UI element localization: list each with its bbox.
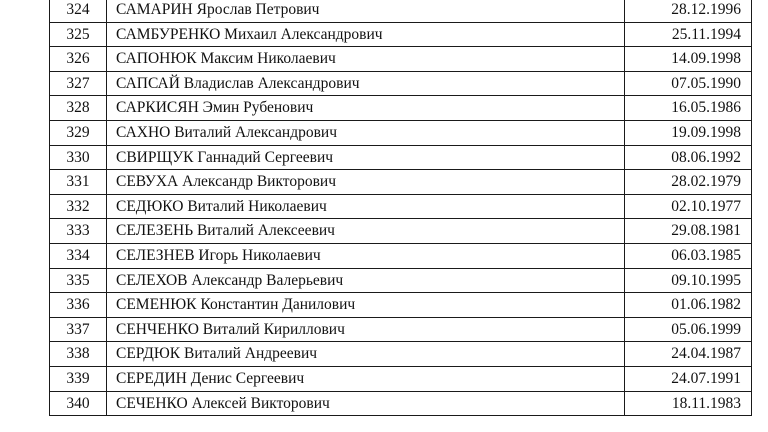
birth-date: 01.06.1982: [625, 293, 752, 318]
birth-date: 09.10.1995: [625, 268, 752, 293]
row-number: 327: [50, 71, 107, 96]
birth-date: 24.04.1987: [625, 342, 752, 367]
row-number: 334: [50, 243, 107, 268]
table-row: [50, 96, 752, 121]
person-name: САПСАЙ Владислав Александрович: [107, 71, 625, 96]
table-row: [50, 0, 752, 22]
row-number: 325: [50, 22, 107, 47]
table-row: [50, 342, 752, 367]
table-row: [50, 22, 752, 47]
person-name: СЕЛЕЗНЕВ Игорь Николаевич: [107, 243, 625, 268]
birth-date: 02.10.1977: [625, 194, 752, 219]
birth-date: 06.03.1985: [625, 243, 752, 268]
person-name: СЕВУХА Александр Викторович: [107, 170, 625, 195]
person-name: СЕНЧЕНКО Виталий Кириллович: [107, 317, 625, 342]
persons-table: [49, 0, 752, 416]
row-number: 330: [50, 145, 107, 170]
row-number: 335: [50, 268, 107, 293]
birth-date: 19.09.1998: [625, 120, 752, 145]
birth-date: 28.02.1979: [625, 170, 752, 195]
table-row: [50, 145, 752, 170]
row-number: 333: [50, 219, 107, 244]
birth-date: 28.12.1996: [625, 0, 752, 22]
person-name: САРКИСЯН Эмин Рубенович: [107, 96, 625, 121]
persons-table-body: [50, 0, 752, 416]
person-name: СЕЧЕНКО Алексей Викторович: [107, 391, 625, 416]
birth-date: 25.11.1994: [625, 22, 752, 47]
row-number: 336: [50, 293, 107, 318]
birth-date: 07.05.1990: [625, 71, 752, 96]
birth-date: 05.06.1999: [625, 317, 752, 342]
birth-date: 16.05.1986: [625, 96, 752, 121]
birth-date: 08.06.1992: [625, 145, 752, 170]
person-name: СЕМЕНЮК Константин Данилович: [107, 293, 625, 318]
row-number: 329: [50, 120, 107, 145]
table-row: [50, 268, 752, 293]
table-row: [50, 170, 752, 195]
table-row: [50, 366, 752, 391]
person-name: САМБУРЕНКО Михаил Александрович: [107, 22, 625, 47]
person-name: СЕРДЮК Виталий Андреевич: [107, 342, 625, 367]
person-name: СЕЛЕЗЕНЬ Виталий Алексеевич: [107, 219, 625, 244]
table-row: [50, 194, 752, 219]
row-number: 337: [50, 317, 107, 342]
table-row: [50, 317, 752, 342]
birth-date: 14.09.1998: [625, 47, 752, 72]
table-row: [50, 47, 752, 72]
row-number: 339: [50, 366, 107, 391]
table-row: [50, 120, 752, 145]
birth-date: 24.07.1991: [625, 366, 752, 391]
table-row: [50, 391, 752, 416]
person-name: САПОНЮК Максим Николаевич: [107, 47, 625, 72]
row-number: 340: [50, 391, 107, 416]
row-number: 331: [50, 170, 107, 195]
row-number: 324: [50, 0, 107, 22]
birth-date: 18.11.1983: [625, 391, 752, 416]
person-name: СЕДЮКО Виталий Николаевич: [107, 194, 625, 219]
birth-date: 29.08.1981: [625, 219, 752, 244]
person-name: СЕРЕДИН Денис Сергеевич: [107, 366, 625, 391]
person-name: СЕЛЕХОВ Александр Валерьевич: [107, 268, 625, 293]
table-row: [50, 71, 752, 96]
row-number: 338: [50, 342, 107, 367]
person-name: СВИРЩУК Ганнадий Сергеевич: [107, 145, 625, 170]
table-row: [50, 219, 752, 244]
row-number: 326: [50, 47, 107, 72]
row-number: 328: [50, 96, 107, 121]
person-name: САМАРИН Ярослав Петрович: [107, 0, 625, 22]
table-row: [50, 243, 752, 268]
table-row: [50, 293, 752, 318]
row-number: 332: [50, 194, 107, 219]
person-name: САХНО Виталий Александрович: [107, 120, 625, 145]
